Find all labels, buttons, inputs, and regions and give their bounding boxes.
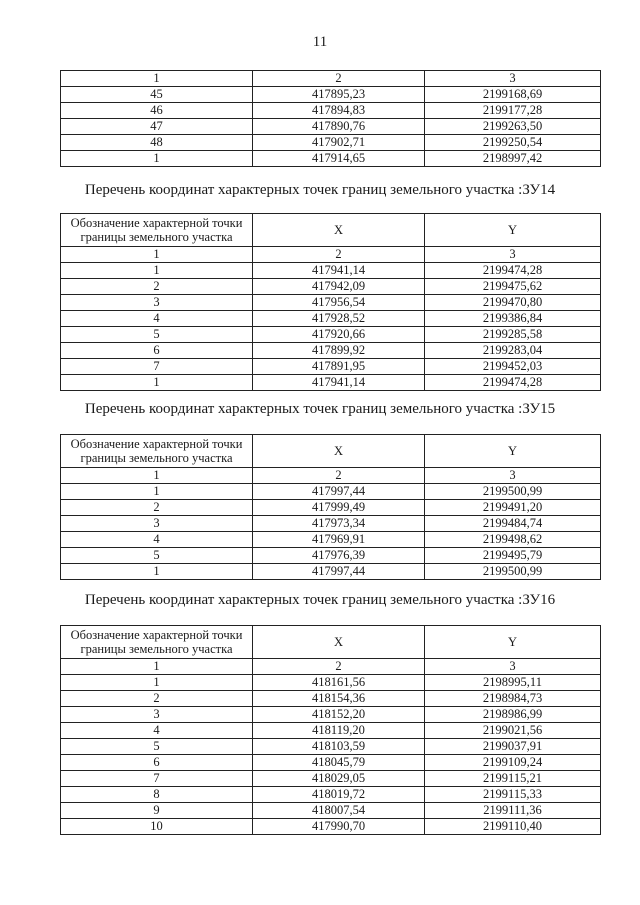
- table-cell: 417969,91: [253, 532, 425, 548]
- coordinates-table-zu16: [60, 625, 601, 835]
- table-cell: 2198986,99: [425, 707, 601, 723]
- table-cell: 2199474,28: [425, 263, 601, 279]
- column-header-x: X: [253, 435, 425, 468]
- table-row: [61, 564, 601, 580]
- table-cell: 3: [61, 295, 253, 311]
- table-cell: 2199263,50: [425, 119, 601, 135]
- page-number: 11: [312, 34, 328, 50]
- table-cell: 418154,36: [253, 691, 425, 707]
- table-cell: 2: [61, 279, 253, 295]
- table-row: [61, 532, 601, 548]
- table-row: [61, 375, 601, 391]
- table-cell: 1: [61, 375, 253, 391]
- table-cell: 7: [61, 771, 253, 787]
- table-cell: 2199109,24: [425, 755, 601, 771]
- table-cell: 2198997,42: [425, 151, 601, 167]
- table-row: [61, 548, 601, 564]
- table-cell: 2199037,91: [425, 739, 601, 755]
- table-cell: 1: [61, 247, 253, 263]
- table-row: [61, 516, 601, 532]
- table-row: [61, 500, 601, 516]
- table-cell: 6: [61, 755, 253, 771]
- table-row: [61, 707, 601, 723]
- column-header-point: Обозначение характерной точки границы земельного участка: [61, 626, 253, 659]
- table-row: [61, 771, 601, 787]
- column-header-y: Y: [425, 435, 601, 468]
- table-cell: 2198995,11: [425, 675, 601, 691]
- table-cell: 3: [425, 71, 601, 87]
- table-cell: 418029,05: [253, 771, 425, 787]
- table-cell: 8: [61, 787, 253, 803]
- table-cell: 418103,59: [253, 739, 425, 755]
- column-header-x: X: [253, 626, 425, 659]
- table-cell: 2199500,99: [425, 564, 601, 580]
- table-cell: 417899,92: [253, 343, 425, 359]
- table-cell: 417890,76: [253, 119, 425, 135]
- table-row: [61, 263, 601, 279]
- table-cell: 1: [61, 564, 253, 580]
- table-row: [61, 484, 601, 500]
- table-cell: 2: [253, 247, 425, 263]
- table-cell: 2199115,33: [425, 787, 601, 803]
- table-cell: 2199474,28: [425, 375, 601, 391]
- table-cell: 10: [61, 819, 253, 835]
- table-cell: 9: [61, 803, 253, 819]
- coordinates-table-zu14: [60, 213, 601, 391]
- table-cell: 3: [425, 247, 601, 263]
- table-cell: 418161,56: [253, 675, 425, 691]
- table-header-row: [61, 626, 601, 659]
- table-cell: 417928,52: [253, 311, 425, 327]
- table-number-row: [61, 247, 601, 263]
- table-row: [61, 119, 601, 135]
- table-cell: 2: [61, 691, 253, 707]
- table-cell: 1: [61, 151, 253, 167]
- table-cell: 46: [61, 103, 253, 119]
- table-cell: 417997,44: [253, 484, 425, 500]
- table-row: [61, 755, 601, 771]
- table-cell: 417941,14: [253, 263, 425, 279]
- table-cell: 2: [253, 71, 425, 87]
- table-row: [61, 787, 601, 803]
- table-row: [61, 343, 601, 359]
- table-cell: 418152,20: [253, 707, 425, 723]
- table-cell: 417891,95: [253, 359, 425, 375]
- table-cell: 417914,65: [253, 151, 425, 167]
- table-cell: 47: [61, 119, 253, 135]
- table-cell: 417902,71: [253, 135, 425, 151]
- column-header-point: Обозначение характерной точки границы земельного участка: [61, 435, 253, 468]
- table-cell: 3: [425, 468, 601, 484]
- table-cell: 417894,83: [253, 103, 425, 119]
- table-cell: 6: [61, 343, 253, 359]
- table-header-row: [61, 214, 601, 247]
- table-cell: 2199110,40: [425, 819, 601, 835]
- table-row: [61, 359, 601, 375]
- table-row: [61, 311, 601, 327]
- table-cell: 2199475,62: [425, 279, 601, 295]
- column-header-x: X: [253, 214, 425, 247]
- table-cell: 417997,44: [253, 564, 425, 580]
- table-cell: 2199500,99: [425, 484, 601, 500]
- table-cell: 1: [61, 675, 253, 691]
- table-cell: 417999,49: [253, 500, 425, 516]
- table-cell: 2199111,36: [425, 803, 601, 819]
- table-cell: 2199386,84: [425, 311, 601, 327]
- table-row: [61, 739, 601, 755]
- table-cell: 417956,54: [253, 295, 425, 311]
- table-row: [61, 675, 601, 691]
- table-cell: 417941,14: [253, 375, 425, 391]
- section-title-zu15: Перечень координат характерных точек границ земельного участка :ЗУ15: [84, 401, 556, 417]
- continuation-table: [60, 70, 601, 167]
- table-header-row: [61, 435, 601, 468]
- table-cell: 1: [61, 71, 253, 87]
- column-header-y: Y: [425, 626, 601, 659]
- section-title-zu14: Перечень координат характерных точек границ земельного участка :ЗУ14: [84, 182, 556, 198]
- table-cell: 2199250,54: [425, 135, 601, 151]
- table-cell: 2199021,56: [425, 723, 601, 739]
- column-header-point: Обозначение характерной точки границы земельного участка: [61, 214, 253, 247]
- coordinates-table-zu15: [60, 434, 601, 580]
- table-cell: 45: [61, 87, 253, 103]
- table-cell: 418119,20: [253, 723, 425, 739]
- table-cell: 2199283,04: [425, 343, 601, 359]
- table-cell: 5: [61, 548, 253, 564]
- table-cell: 2199498,62: [425, 532, 601, 548]
- table-row: [61, 151, 601, 167]
- table-cell: 5: [61, 327, 253, 343]
- table-cell: 3: [61, 516, 253, 532]
- table-cell: 2199115,21: [425, 771, 601, 787]
- table-cell: 2: [253, 659, 425, 675]
- table-cell: 417942,09: [253, 279, 425, 295]
- table-cell: 4: [61, 311, 253, 327]
- table-row: [61, 295, 601, 311]
- table-row: [61, 691, 601, 707]
- table-cell: 48: [61, 135, 253, 151]
- table-number-row: [61, 659, 601, 675]
- column-header-y: Y: [425, 214, 601, 247]
- table-row: [61, 87, 601, 103]
- table-cell: 417990,70: [253, 819, 425, 835]
- table-row: [61, 819, 601, 835]
- table-cell: 417973,34: [253, 516, 425, 532]
- table-cell: 2199484,74: [425, 516, 601, 532]
- table-cell: 417920,66: [253, 327, 425, 343]
- table-cell: 5: [61, 739, 253, 755]
- table-row: [61, 327, 601, 343]
- table-cell: 1: [61, 263, 253, 279]
- table-cell: 1: [61, 484, 253, 500]
- table-cell: 2199177,28: [425, 103, 601, 119]
- table-cell: 2199452,03: [425, 359, 601, 375]
- table-cell: 1: [61, 468, 253, 484]
- table-row: [61, 723, 601, 739]
- table-row: [61, 803, 601, 819]
- table-cell: 2199168,69: [425, 87, 601, 103]
- table-row: [61, 279, 601, 295]
- table-cell: 2: [61, 500, 253, 516]
- table-cell: 4: [61, 723, 253, 739]
- table-cell: 2199285,58: [425, 327, 601, 343]
- table-cell: 2198984,73: [425, 691, 601, 707]
- table-cell: 418019,72: [253, 787, 425, 803]
- table-cell: 2199470,80: [425, 295, 601, 311]
- table-cell: 3: [61, 707, 253, 723]
- table-cell: 417895,23: [253, 87, 425, 103]
- table-cell: 1: [61, 659, 253, 675]
- table-cell: 2199495,79: [425, 548, 601, 564]
- table-number-row: [61, 71, 601, 87]
- table-cell: 3: [425, 659, 601, 675]
- table-cell: 418007,54: [253, 803, 425, 819]
- table-cell: 2: [253, 468, 425, 484]
- table-row: [61, 135, 601, 151]
- table-cell: 7: [61, 359, 253, 375]
- section-title-zu16: Перечень координат характерных точек границ земельного участка :ЗУ16: [84, 592, 556, 608]
- table-row: [61, 103, 601, 119]
- table-cell: 2199491,20: [425, 500, 601, 516]
- table-number-row: [61, 468, 601, 484]
- table-cell: 4: [61, 532, 253, 548]
- table-cell: 417976,39: [253, 548, 425, 564]
- table-cell: 418045,79: [253, 755, 425, 771]
